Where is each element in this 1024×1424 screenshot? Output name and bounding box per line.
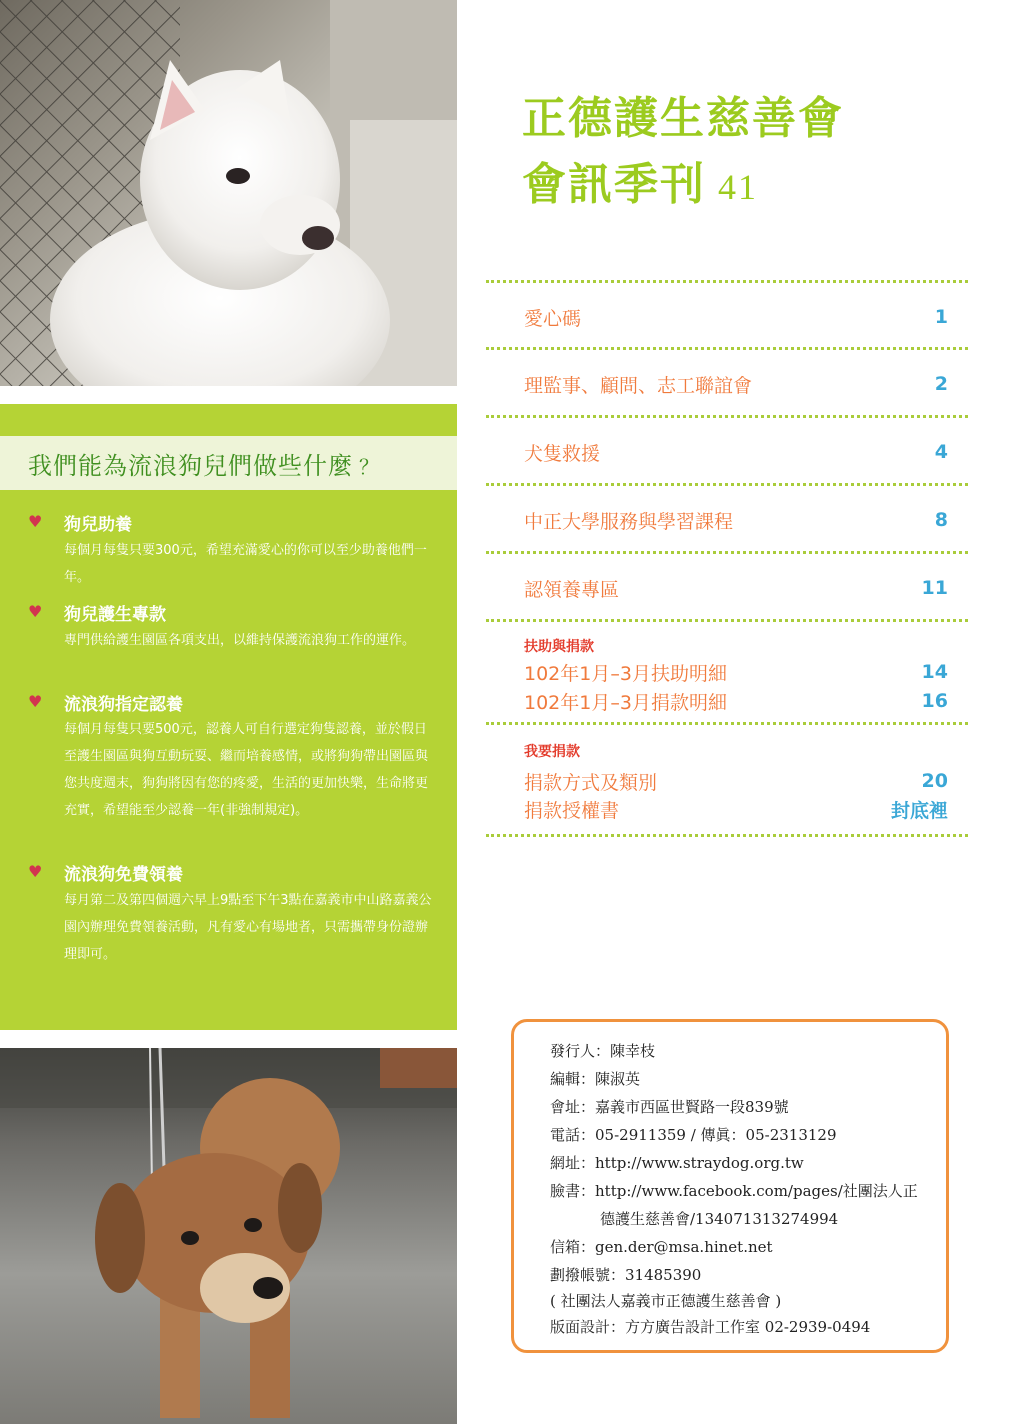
item-desc-sponsor: 每個月每隻只要300元，希望充滿愛心的你可以至少助養他們一年。 [64, 543, 427, 585]
item-title-adopt: 流浪狗指定認養 [64, 695, 183, 715]
toc-entry-label[interactable]: 捐款方式及類別 [524, 772, 658, 794]
info-website[interactable]: 網址：http://www.straydog.org.tw [550, 1154, 804, 1172]
toc-entry-label[interactable]: 認領養專區 [524, 579, 620, 601]
toc-entry-page: 20 [921, 770, 948, 792]
info-layout-design: 版面設計：方方廣告設計工作室 02-2939-0494 [550, 1318, 871, 1336]
info-facebook-cont[interactable]: 德護生慈善會/134071313274994 [600, 1210, 839, 1228]
item-desc-fund: 專門供給護生園區各項支出，以維持保護流浪狗工作的運作。 [64, 633, 416, 648]
toc-section-heading: 我要捐款 [524, 744, 580, 760]
toc-entry-page: 1 [934, 306, 948, 328]
question-title [28, 446, 380, 481]
toc-entry-page: 2 [934, 373, 948, 395]
info-facebook[interactable]: 臉書：http://www.facebook.com/pages/社團法人正 [550, 1182, 918, 1200]
newsletter-name: 會訊季刊 [522, 159, 706, 210]
item-title-free-adopt: 流浪狗免費領養 [64, 865, 183, 885]
info-postal-account: 劃撥帳號：31485390 [550, 1266, 702, 1284]
item-desc-free-adopt: 每月第二及第四個週六早上9點至下午3點在嘉義市中山路嘉義公園內辦理免費領養活動，凡有愛心有場地者，只需攜帶身份證辦理即可。 [64, 893, 432, 962]
info-email[interactable]: 信箱：gen.der@msa.hinet.net [550, 1238, 773, 1256]
toc-divider [486, 415, 968, 418]
issue-number: 41 [718, 167, 758, 207]
toc-entry-label[interactable]: 捐款授權書 [524, 800, 620, 822]
brown-dog-illustration [0, 1048, 457, 1424]
newsletter-title [522, 148, 758, 212]
info-publisher: 發行人：陳幸枝 [550, 1042, 656, 1060]
item-desc-adopt: 每個月每隻只要500元，認養人可自行選定狗隻認養，並於假日至護生園區與狗互動玩耍、繼而培養感情，或將狗狗帶出園區與您共度週末，狗狗將因有您的疼愛，生活的更加快樂，生命將更充實，希望能至少認養一年(非強制規定)。 [64, 722, 429, 818]
info-account-holder: ( 社團法人嘉義市正德護生慈善會 ) [550, 1292, 782, 1310]
toc-entry-page: 封底裡 [890, 800, 948, 822]
toc-entry-label[interactable]: 愛心碼 [524, 308, 582, 330]
heart-icon: ♥ [28, 512, 43, 531]
toc-divider [486, 483, 968, 486]
toc-divider [486, 551, 968, 554]
toc-entry-label[interactable]: 中正大學服務與學習課程 [524, 511, 734, 533]
question-mark: ？ [359, 455, 380, 479]
toc-section-heading: 扶助與捐款 [524, 639, 594, 655]
toc-entry-page: 8 [934, 509, 948, 531]
toc-divider [486, 280, 968, 283]
item-title-fund: 狗兒護生專款 [64, 605, 166, 625]
toc-entry-page: 14 [921, 661, 948, 683]
question-text: 我們能為流浪狗兒們做些什麼 [28, 452, 353, 480]
photo-white-dog [0, 0, 457, 386]
toc-entry-label[interactable]: 犬隻救援 [524, 443, 601, 465]
heart-icon: ♥ [28, 602, 43, 621]
toc-divider [486, 619, 968, 622]
toc-divider [486, 347, 968, 350]
toc-entry-page: 4 [934, 441, 948, 463]
toc-divider [486, 722, 968, 725]
info-address: 會址：嘉義市西區世賢路一段839號 [550, 1098, 789, 1116]
info-phone-fax: 電話：05-2911359 / 傳眞：05-2313129 [550, 1126, 837, 1144]
toc-entry-label[interactable]: 102年1月–3月捐款明細 [524, 692, 727, 714]
info-editor: 編輯：陳淑英 [550, 1070, 641, 1088]
photo-brown-dog [0, 1048, 457, 1424]
org-title: 正德護生慈善會 [522, 93, 844, 144]
toc-entry-page: 16 [921, 690, 948, 712]
white-dog-illustration [0, 0, 457, 386]
item-title-sponsor: 狗兒助養 [64, 515, 132, 535]
heart-icon: ♥ [28, 862, 43, 881]
heart-icon: ♥ [28, 692, 43, 711]
toc-entry-label[interactable]: 理監事、顧問、志工聯誼會 [524, 375, 753, 397]
toc-entry-label[interactable]: 102年1月–3月扶助明細 [524, 663, 727, 685]
toc-entry-page: 11 [921, 577, 948, 599]
toc-divider [486, 834, 968, 837]
